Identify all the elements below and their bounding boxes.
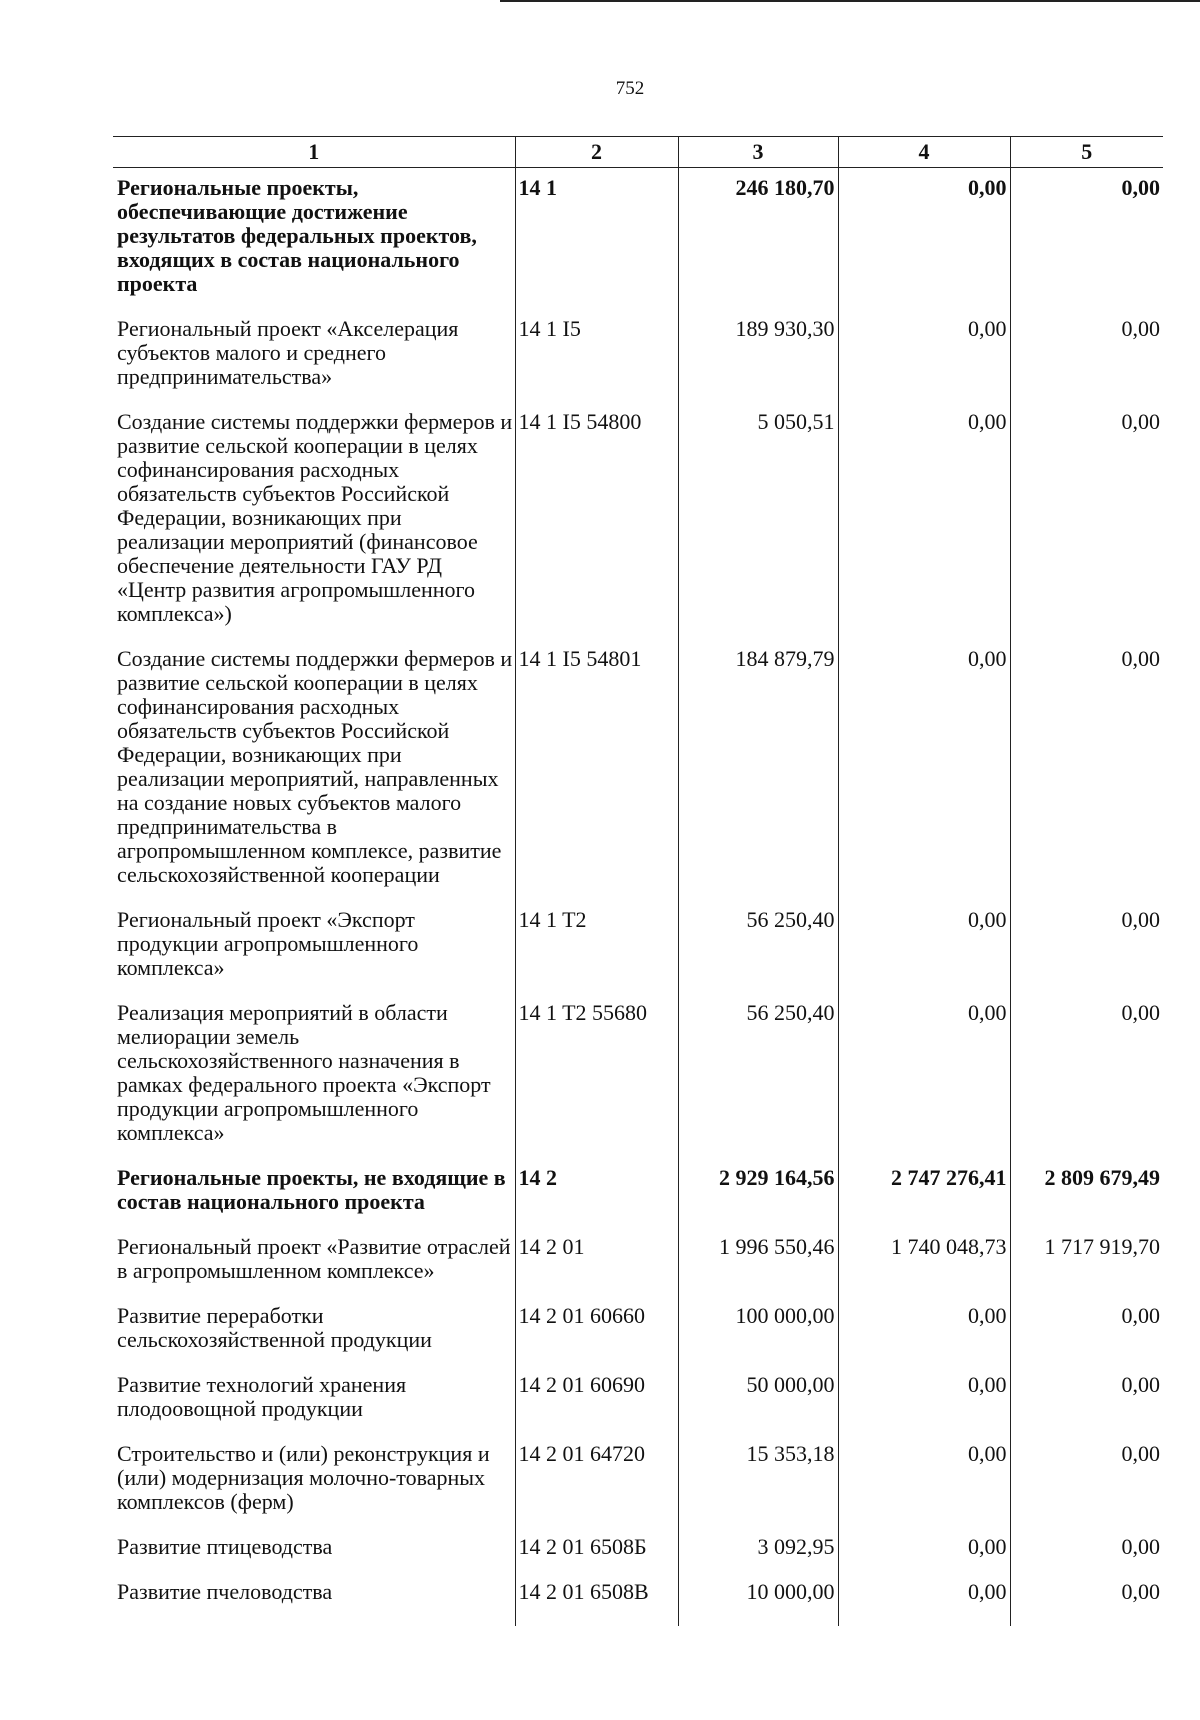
row-code: 14 2 01 60690 <box>515 1373 678 1442</box>
row-name: Региональные проекты, обеспечивающие достижение результатов федеральных проектов, входящих в состав национального проекта <box>117 175 477 296</box>
row-name: Создание системы поддержки фермеров и развитие сельской кооперации в целях софинансирования расходных обязательств субъектов Российской Федерации, возникающих при реализации мероприятий, направленных на создание новых субъектов малого предпринимательства в агропромышленном комплексе, развитие сельскохозяйственной кооперации <box>117 646 513 887</box>
table-row <box>113 1166 1163 1235</box>
table-row <box>113 1442 1163 1535</box>
table-row <box>113 1304 1163 1373</box>
row-code: 14 1 T2 55680 <box>515 1001 678 1166</box>
page-number: 752 <box>615 78 645 99</box>
row-code: 14 2 <box>515 1166 678 1235</box>
table-row <box>113 908 1163 1001</box>
table-row <box>113 410 1163 647</box>
row-name: Строительство и (или) реконструкция и (или) модернизация молочно-товарных комплексов (ферм) <box>117 1441 490 1514</box>
table-row <box>113 1235 1163 1304</box>
row-value-col5: 0,00 <box>1010 1001 1163 1166</box>
row-value-col5: 0,00 <box>1010 1304 1163 1373</box>
header-row <box>113 137 1163 168</box>
header-col-5: 5 <box>1010 137 1163 168</box>
row-value-col4: 0,00 <box>838 1001 1010 1166</box>
row-name: Развитие переработки сельскохозяйственной продукции <box>117 1303 432 1352</box>
row-code: 14 1 <box>515 168 678 318</box>
row-value-col5: 0,00 <box>1010 1373 1163 1442</box>
row-name: Реализация мероприятий в области мелиорации земель сельскохозяйственного назначения в рамках федерального проекта «Экспорт продукции агропромышленного комплекса» <box>117 1000 491 1145</box>
row-value-col5: 0,00 <box>1010 1535 1163 1580</box>
row-value-col4: 0,00 <box>838 1535 1010 1580</box>
row-value-col3: 50 000,00 <box>678 1373 838 1442</box>
table-row <box>113 1001 1163 1166</box>
row-value-col4: 2 747 276,41 <box>838 1166 1010 1235</box>
row-value-col5: 1 717 919,70 <box>1010 1235 1163 1304</box>
row-value-col5: 2 809 679,49 <box>1010 1166 1163 1235</box>
row-name: Региональный проект «Экспорт продукции агропромышленного комплекса» <box>117 907 419 980</box>
row-value-col3: 10 000,00 <box>678 1580 838 1626</box>
row-value-col3: 189 930,30 <box>678 317 838 410</box>
row-name: Создание системы поддержки фермеров и развитие сельской кооперации в целях софинансирования расходных обязательств субъектов Российской Федерации, возникающих при реализации мероприятий (финансовое обеспечение деятельности ГАУ РД «Центр развития агропромышленного комплекса») <box>117 409 513 626</box>
row-value-col5: 0,00 <box>1010 908 1163 1001</box>
row-value-col4: 0,00 <box>838 1442 1010 1535</box>
header-col-2: 2 <box>515 137 678 168</box>
row-name: Развитие пчеловодства <box>117 1579 333 1604</box>
row-code: 14 2 01 60660 <box>515 1304 678 1373</box>
row-code: 14 1 I5 <box>515 317 678 410</box>
row-value-col3: 15 353,18 <box>678 1442 838 1535</box>
row-code: 14 1 I5 54800 <box>515 410 678 647</box>
row-code: 14 2 01 6508Б <box>515 1535 678 1580</box>
row-name: Региональный проект «Развитие отраслей в агропромышленном комплексе» <box>117 1234 511 1283</box>
header-col-3: 3 <box>678 137 838 168</box>
row-name: Развитие птицеводства <box>117 1534 333 1559</box>
row-value-col5: 0,00 <box>1010 410 1163 647</box>
row-value-col3: 2 929 164,56 <box>678 1166 838 1235</box>
row-value-col4: 0,00 <box>838 1304 1010 1373</box>
top-rule <box>500 0 1200 2</box>
row-code: 14 1 I5 54801 <box>515 647 678 908</box>
row-value-col4: 0,00 <box>838 908 1010 1001</box>
row-name: Региональные проекты, не входящие в состав национального проекта <box>117 1165 506 1214</box>
row-value-col3: 5 050,51 <box>678 410 838 647</box>
row-value-col3: 56 250,40 <box>678 908 838 1001</box>
row-value-col5: 0,00 <box>1010 317 1163 410</box>
row-value-col4: 0,00 <box>838 317 1010 410</box>
row-value-col3: 246 180,70 <box>678 168 838 318</box>
row-value-col5: 0,00 <box>1010 647 1163 908</box>
budget-table <box>113 136 1163 1626</box>
row-code: 14 1 T2 <box>515 908 678 1001</box>
row-value-col4: 0,00 <box>838 168 1010 318</box>
table-row <box>113 1535 1163 1580</box>
row-value-col4: 0,00 <box>838 1580 1010 1626</box>
row-value-col3: 3 092,95 <box>678 1535 838 1580</box>
row-value-col4: 0,00 <box>838 647 1010 908</box>
table-row <box>113 1373 1163 1442</box>
row-code: 14 2 01 64720 <box>515 1442 678 1535</box>
row-name: Региональный проект «Акселерация субъектов малого и среднего предпринимательства» <box>117 316 459 389</box>
row-value-col5: 0,00 <box>1010 168 1163 318</box>
row-value-col5: 0,00 <box>1010 1442 1163 1535</box>
row-code: 14 2 01 6508В <box>515 1580 678 1626</box>
row-name: Развитие технологий хранения плодоовощной продукции <box>117 1372 407 1421</box>
table-row <box>113 647 1163 908</box>
row-code: 14 2 01 <box>515 1235 678 1304</box>
header-col-1: 1 <box>113 137 515 168</box>
table-row <box>113 1580 1163 1626</box>
row-value-col3: 1 996 550,46 <box>678 1235 838 1304</box>
table-row <box>113 168 1163 318</box>
row-value-col5: 0,00 <box>1010 1580 1163 1626</box>
table-body <box>113 168 1163 1627</box>
row-value-col3: 56 250,40 <box>678 1001 838 1166</box>
row-value-col3: 184 879,79 <box>678 647 838 908</box>
row-value-col4: 0,00 <box>838 1373 1010 1442</box>
row-value-col4: 0,00 <box>838 410 1010 647</box>
row-value-col4: 1 740 048,73 <box>838 1235 1010 1304</box>
header-col-4: 4 <box>838 137 1010 168</box>
row-value-col3: 100 000,00 <box>678 1304 838 1373</box>
table-row <box>113 317 1163 410</box>
